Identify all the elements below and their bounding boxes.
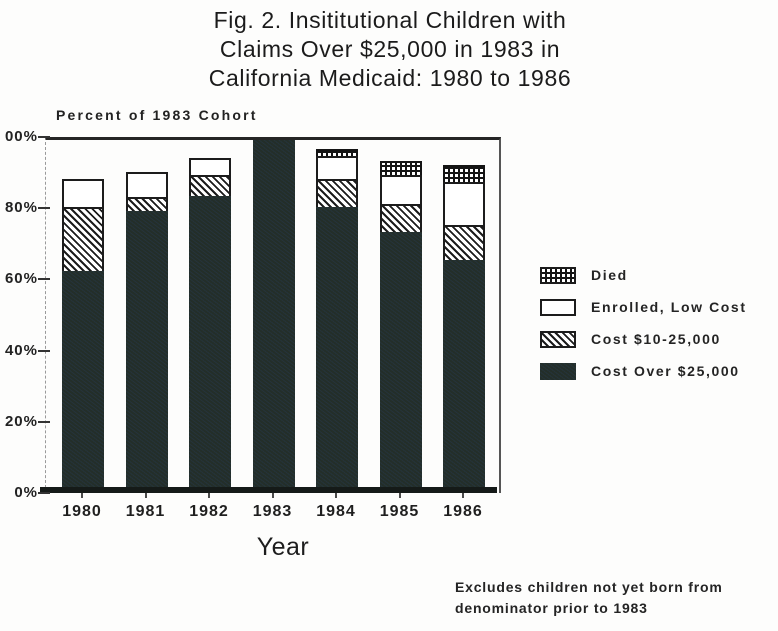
legend-swatch-solid bbox=[540, 363, 576, 380]
bar-segment-white bbox=[380, 175, 422, 203]
x-tick-mark bbox=[335, 493, 337, 498]
bar-segment-diagonal-hatch bbox=[189, 175, 231, 196]
legend-label: Cost Over $25,000 bbox=[591, 363, 740, 379]
x-tick-label-1981: 1981 bbox=[125, 503, 166, 520]
legend bbox=[540, 259, 747, 387]
bar-1984 bbox=[316, 140, 358, 493]
bar-segment-grid-hatch bbox=[316, 149, 358, 156]
bar-segment-diagonal-hatch bbox=[380, 204, 422, 232]
figure-title bbox=[60, 6, 720, 93]
bar-segment-solid bbox=[316, 207, 358, 493]
bar-segment-solid bbox=[380, 232, 422, 493]
bar-1981 bbox=[126, 140, 168, 493]
bar-segment-diagonal-hatch bbox=[443, 225, 485, 260]
bar-segment-solid bbox=[443, 260, 485, 493]
legend-swatch-grid-hatch bbox=[540, 267, 576, 284]
bar-1985 bbox=[380, 140, 422, 493]
bar-segment-white bbox=[189, 158, 231, 176]
bar-1980 bbox=[62, 140, 104, 493]
bar-segment-diagonal-hatch bbox=[62, 207, 104, 271]
x-axis-title: Year bbox=[256, 533, 310, 561]
bar-segment-white bbox=[126, 172, 168, 197]
x-tick-label-1983: 1983 bbox=[252, 503, 293, 520]
bar-segment-white bbox=[316, 156, 358, 179]
y-tick-label: 20% bbox=[4, 412, 38, 430]
figure-title-line-2: Claims Over $25,000 in 1983 in bbox=[219, 36, 561, 62]
y-tick-label: 00% bbox=[4, 128, 38, 145]
bar-1983 bbox=[253, 140, 295, 493]
x-tick-label-1985: 1985 bbox=[379, 503, 420, 520]
legend-label: Enrolled, Low Cost bbox=[591, 299, 747, 315]
bar-segment-solid bbox=[253, 140, 295, 493]
y-tick-mark bbox=[38, 350, 50, 352]
x-tick-mark bbox=[399, 493, 401, 498]
footnote-line-2: denominator prior to 1983 bbox=[455, 600, 648, 616]
x-tick-mark bbox=[208, 493, 210, 498]
legend-item bbox=[540, 291, 747, 323]
bar-segment-solid bbox=[62, 271, 104, 493]
y-tick-mark bbox=[38, 421, 50, 423]
legend-label: Died bbox=[591, 267, 628, 283]
bar-segment-white bbox=[443, 182, 485, 224]
legend-swatch-diagonal-hatch bbox=[540, 331, 576, 348]
y-tick-mark bbox=[38, 207, 50, 209]
legend-item bbox=[540, 259, 747, 291]
bar-segment-grid-hatch bbox=[443, 165, 485, 183]
y-tick-mark bbox=[38, 492, 50, 494]
x-tick-mark bbox=[462, 493, 464, 498]
legend-item bbox=[540, 323, 747, 355]
figure-title-line-3: California Medicaid: 1980 to 1986 bbox=[208, 65, 572, 91]
legend-label: Cost $10-25,000 bbox=[591, 331, 721, 347]
y-axis-caption: Percent of 1983 Cohort bbox=[56, 107, 258, 123]
x-tick-label-1986: 1986 bbox=[443, 503, 483, 520]
y-tick-label: 80% bbox=[4, 199, 38, 217]
x-axis-baseline bbox=[40, 487, 497, 493]
footnote-line-1: Excludes children not yet born from bbox=[455, 579, 723, 595]
bar-segment-solid bbox=[126, 211, 168, 493]
x-tick-mark bbox=[145, 493, 147, 498]
y-tick-label: 40% bbox=[4, 341, 38, 359]
bar-1986 bbox=[443, 140, 485, 493]
bar-segment-solid bbox=[189, 196, 231, 493]
bar-segment-diagonal-hatch bbox=[316, 179, 358, 207]
x-tick-label-1982: 1982 bbox=[189, 503, 229, 520]
bar-1982 bbox=[189, 140, 231, 493]
bar-segment-white bbox=[62, 179, 104, 207]
bar-segment-diagonal-hatch bbox=[126, 197, 168, 211]
legend-item bbox=[540, 355, 747, 387]
x-tick-label-1980: 1980 bbox=[62, 503, 102, 520]
bar-segment-grid-hatch bbox=[380, 161, 422, 175]
y-tick-label: 0% bbox=[14, 484, 38, 501]
footnote bbox=[455, 577, 723, 619]
y-tick-mark bbox=[38, 278, 50, 280]
x-tick-mark bbox=[272, 493, 274, 498]
x-tick-label-1984: 1984 bbox=[316, 503, 356, 520]
plot-area bbox=[45, 137, 501, 493]
legend-swatch-white bbox=[540, 299, 576, 316]
y-tick-mark bbox=[38, 136, 50, 138]
y-tick-label: 60% bbox=[4, 270, 38, 288]
figure-title-line-1: Fig. 2. Insititutional Children with bbox=[213, 7, 567, 33]
x-tick-mark bbox=[81, 493, 83, 498]
